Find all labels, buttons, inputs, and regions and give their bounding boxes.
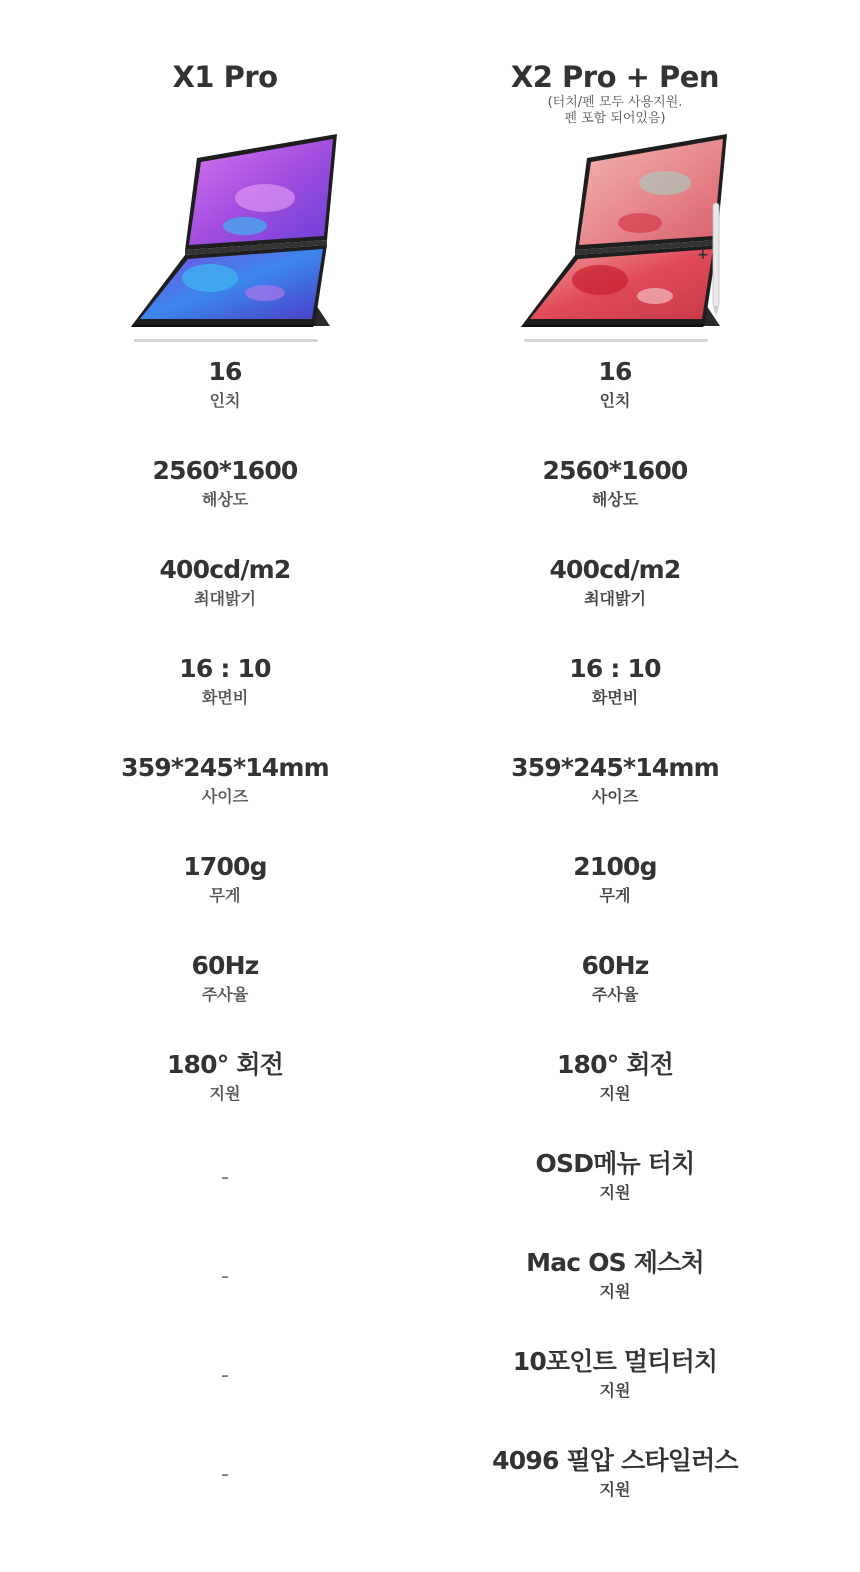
spec-dash: -: [221, 1165, 229, 1190]
spec-value: 16 : 10: [569, 654, 661, 683]
spec-value: 359*245*14mm: [121, 753, 329, 782]
spec-label: 최대밝기: [194, 589, 256, 608]
spec-value: OSD메뉴 터치: [535, 1149, 695, 1178]
spec-rotation: [10, 1049, 440, 1104]
spec-label: 사이즈: [201, 787, 249, 806]
spec-brightness: [400, 554, 830, 609]
spec-value: 2560*1600: [152, 456, 298, 485]
spec-multitouch: [400, 1346, 830, 1401]
spec-label: 주사율: [201, 985, 249, 1004]
product-note: [400, 95, 830, 127]
spec-size: [400, 356, 830, 411]
product-column-x2-pro-pen: [400, 0, 830, 1572]
spec-macos-gesture-absent: [10, 1249, 440, 1293]
spec-label: 인치: [209, 391, 241, 410]
spec-refresh-rate: [10, 950, 440, 1005]
spec-value: 16: [208, 357, 242, 386]
spec-brightness: [10, 554, 440, 609]
spec-label: 무게: [209, 886, 241, 905]
spec-osd-touch-absent: [10, 1150, 440, 1194]
divider-line: [134, 339, 318, 342]
spec-refresh-rate: [400, 950, 830, 1005]
spec-value: 16: [598, 357, 632, 386]
spec-value: 4096 필압 스타일러스: [492, 1446, 738, 1475]
spec-weight: [400, 851, 830, 906]
spec-label: 지원: [599, 1084, 631, 1103]
product-title: X1 Pro: [172, 60, 278, 94]
spec-dash: -: [221, 1363, 229, 1388]
spec-weight: [10, 851, 440, 906]
spec-label: 주사율: [591, 985, 639, 1004]
spec-value: 400cd/m2: [159, 555, 291, 584]
spec-value: 2560*1600: [542, 456, 688, 485]
spec-label: 화면비: [201, 688, 249, 707]
spec-multitouch-absent: [10, 1348, 440, 1392]
spec-label: 인치: [599, 391, 631, 410]
spec-resolution: [400, 455, 830, 510]
product-title: X2 Pro + Pen: [510, 60, 720, 94]
spec-value: 2100g: [573, 852, 657, 881]
spec-value: 1700g: [183, 852, 267, 881]
product-note-line: 펜 포함 되어있음): [564, 111, 666, 126]
spec-value: 60Hz: [191, 951, 259, 980]
spec-size: [10, 356, 440, 411]
spec-value: 10포인트 멀티터치: [512, 1347, 718, 1376]
spec-value: 180° 회전: [166, 1050, 284, 1079]
product-column-x1-pro: [10, 0, 440, 1572]
spec-value: 16 : 10: [179, 654, 271, 683]
dual-monitor-with-pen-image: [505, 128, 735, 333]
spec-label: 무게: [599, 886, 631, 905]
spec-label: 지원: [599, 1183, 631, 1202]
spec-aspect-ratio: [400, 653, 830, 708]
spec-value: 180° 회전: [556, 1050, 674, 1079]
spec-value: Mac OS 제스처: [526, 1248, 704, 1277]
spec-dimensions: [400, 752, 830, 807]
spec-label: 최대밝기: [584, 589, 646, 608]
product-note-line: (터치/펜 모두 사용지원.: [547, 95, 683, 110]
spec-stylus: [400, 1445, 830, 1500]
spec-label: 지원: [599, 1282, 631, 1301]
spec-label: 지원: [209, 1084, 241, 1103]
dual-monitor-image: [115, 128, 345, 333]
spec-label: 해상도: [591, 490, 639, 509]
spec-value: 359*245*14mm: [511, 753, 719, 782]
spec-dash: -: [221, 1462, 229, 1487]
spec-stylus-absent: [10, 1447, 440, 1491]
spec-label: 지원: [599, 1381, 631, 1400]
spec-resolution: [10, 455, 440, 510]
spec-macos-gesture: [400, 1247, 830, 1302]
spec-value: 400cd/m2: [549, 555, 681, 584]
spec-label: 해상도: [201, 490, 249, 509]
spec-osd-touch: [400, 1148, 830, 1203]
spec-label: 화면비: [591, 688, 639, 707]
spec-label: 지원: [599, 1480, 631, 1499]
spec-rotation: [400, 1049, 830, 1104]
svg-text:+: +: [697, 247, 709, 263]
spec-label: 사이즈: [591, 787, 639, 806]
spec-dimensions: [10, 752, 440, 807]
spec-value: 60Hz: [581, 951, 649, 980]
spec-dash: -: [221, 1264, 229, 1289]
spec-aspect-ratio: [10, 653, 440, 708]
divider-line: [524, 339, 708, 342]
